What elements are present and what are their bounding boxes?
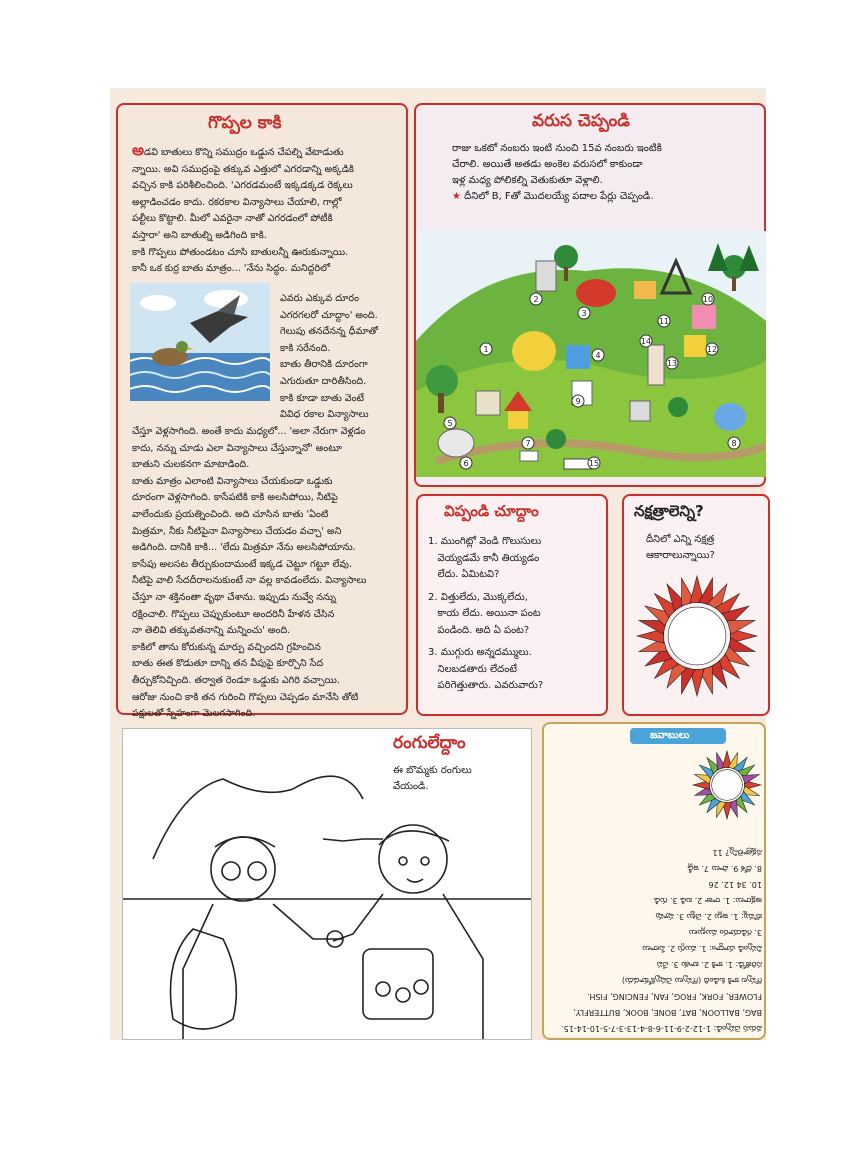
puzzle-line: రాజు ఒకటో నంబరు ఇంటి నుంచి 15వ నంబరు ఇంటికి	[452, 143, 662, 154]
story-line: మిత్రమా, నీకు నీటిపైనా విన్యాసాలు చేయడం వచ్చా' అని	[132, 525, 342, 537]
story-side-text	[280, 291, 406, 424]
answers-text-rotated	[550, 824, 762, 1036]
story-line: బాతుని చులకనగా మాటాడింది.	[132, 459, 250, 471]
story-line: చేస్తూ వెళ్లసాగింది. అంతే కాదు మధ్యలో... 'అలా నేరుగా వెళ్లడం	[132, 426, 366, 437]
stars-panel	[622, 494, 770, 716]
house-number-8: 8	[731, 439, 737, 448]
answers-title: జవాబులు	[650, 730, 690, 741]
story-line: వివిధ రకాల విన్యాసాలు	[280, 409, 369, 421]
house-number-10: 10	[702, 295, 714, 304]
story-line: దూరంగా వెళ్లసాగింది. కాసేపటికి కాకి అలసిపోయి, నీటిపై	[132, 492, 338, 504]
puzzle-line: ఇళ్ల మధ్య పోలికల్ని వెతుకుతూ వెళ్లాలి.	[452, 175, 603, 186]
house-number-11: 11	[658, 317, 670, 326]
puzzle-star-line: దీనిలో B, Fతో మొదలయ్యే పదాల పేర్లు చెప్పండి.	[464, 191, 654, 202]
answer-line: అక్షరాలు: 1. రాజు 2. బడి 3. గుడి	[654, 896, 762, 905]
star-center	[712, 770, 743, 801]
story-line: రక్షించాలి. గొప్పలు చెప్పుకుంటూ అందరినీ హేళన చేసిన	[132, 608, 335, 620]
house-number-14: 14	[640, 337, 652, 346]
story-line: కాకిలో తాను కోరుకున్న మార్పు వచ్చిందని గ్రహించిన	[132, 641, 321, 653]
answer-line: 10. 34 12. 26	[708, 880, 762, 889]
house-number-7: 7	[525, 439, 531, 448]
story-line: వచ్చిన కాకి పరిశీలించింది. 'ఎగరడమంటే ఇక్కడక్కడ రెక్కలు	[132, 180, 353, 192]
riddles-list	[428, 534, 606, 695]
coloring-panel	[122, 728, 532, 1040]
story-line: వస్తారా' అని బాతుల్ని అడిగింది కాకి.	[132, 229, 267, 241]
story-title: గొప్పల కాకి	[208, 113, 282, 133]
story-panel	[116, 103, 408, 720]
stars-question	[646, 532, 766, 564]
riddle-line: లేదు. ఏమిటవి?	[437, 569, 500, 580]
story-line: తీర్చుకోనిచ్చింది. తర్వాత రెండూ ఒడ్డుకు ఎగిరి వచ్చాయి.	[132, 674, 340, 686]
story-line: డవి బాతులు కొన్ని సముద్రం ఒడ్డున చేపల్ని వేటాడుతు	[144, 147, 344, 158]
riddle-item	[428, 590, 606, 640]
house-number-6: 6	[463, 459, 469, 468]
story-line: కాకి కూడా బాతు వెంటే	[280, 392, 364, 404]
house-number-13: 13	[666, 359, 678, 368]
story-line: కాసేపు అలసట తీర్చుకుందామంటే ఇక్కడ చెట్టూ గట్టూ లేవు.	[132, 558, 352, 570]
riddle-item	[428, 534, 606, 584]
house-number-1: 1	[483, 345, 489, 354]
story-line: ఎవరు ఎక్కువ దూరం	[280, 293, 359, 304]
story-line: ఎగురుతూ దారితీసింది.	[280, 375, 367, 387]
story-line: ఆరోజు నుంచి కాకి తన గురించి గొప్పలు చెప్పడం మానేసి తోటి	[132, 691, 359, 703]
magazine-page	[110, 88, 766, 1040]
story-line: న్నాయి. అవి సముద్రంపై తక్కువ ఎత్తులో ఎగరడాన్ని అక్కడికి	[132, 163, 354, 175]
story-line: అల్లాడించడం కాదు. రకరకాల విన్యాసాలు చేయాలి, గాల్లో	[132, 196, 342, 208]
riddle-line: నిలబడతారు లేదంటే	[437, 663, 517, 675]
answer-star-figure	[690, 748, 764, 822]
house-number-9: 9	[575, 397, 581, 406]
riddle-number: 1.	[428, 536, 438, 547]
puzzle-instructions	[452, 141, 762, 205]
coloring-title: రంగులేద్దాం	[393, 733, 466, 753]
story-line: కాకి సరేనంది.	[280, 342, 331, 354]
puzzle-title: వరుస చెప్పండి	[532, 111, 630, 131]
story-line: నీటిపై వాలి సేదదీరాలనుకుంటే నా వల్ల కావడంలేదు. విన్యాసాలు	[132, 575, 367, 587]
sequence-puzzle-panel	[414, 103, 766, 487]
riddle-line: పరిగెత్తుతారు. ఎవరువారు?	[437, 680, 544, 691]
story-paragraph-1	[132, 142, 404, 278]
story-paragraph-2	[132, 424, 406, 723]
riddle-number: 3.	[428, 647, 438, 658]
riddle-line: వెయ్యడమే కానీ తియ్యడం	[437, 552, 540, 564]
house-number-2: 2	[533, 295, 539, 304]
village-hill-illustration	[416, 231, 766, 477]
stars-line: ఆకారాలున్నాయి?	[646, 550, 715, 561]
riddle-line: పండింది. అది ఏ పంట?	[437, 624, 530, 636]
riddle-line: ముంగిట్లో వెండి గొలుసులు	[440, 536, 542, 547]
coloring-line: ఈ బొమ్మకు రంగులు	[393, 765, 472, 776]
story-line: వాలేందుకు ప్రయత్నించింది. అది చూసిన బాతు 'ఏంటి	[132, 508, 329, 520]
answer-line: బొమ్మ: 1. ఇల్లు 2. చెట్టు 3. పూవు	[655, 912, 762, 921]
story-line: గెలుపు తనదేనన్న ధీమాతో	[280, 326, 379, 338]
coloring-line: వేయండి.	[393, 781, 429, 792]
house-number-4: 4	[595, 351, 601, 360]
star-pattern-figure	[632, 574, 762, 704]
crow-duck-illustration	[130, 283, 270, 401]
answer-line: సరిజోడి: 1. కాకి 2. బాతు 3. చేప	[656, 960, 762, 969]
story-line: బాతు తీరానికి దూరంగా	[280, 359, 368, 371]
riddle-line: ముగ్గురు అన్నదమ్ములు.	[440, 647, 532, 658]
riddle-line: విత్తులేదు, మొక్కలేదు,	[440, 591, 528, 603]
story-line: అడిగింది. దానికి కాకి... 'లేదు మిత్రమా నేను అలసిపోయాను.	[132, 542, 356, 554]
house-number-15: 15	[588, 459, 600, 468]
house-number-12: 12	[706, 345, 718, 354]
story-line: కాకి గొప్పలు పోతుండటం చూసి బాతులన్నీ ఊరుకున్నాయి.	[132, 246, 349, 258]
story-line: పక్షులతో స్నేహంగా మెలగసాగింది.	[132, 708, 256, 720]
story-line: నా తెలివి తక్కువతనాన్ని మన్నించు' అంది.	[132, 625, 291, 637]
answers-panel	[542, 722, 766, 1040]
riddles-title: విప్పండి చూద్దాం	[444, 502, 539, 520]
answer-line: FLOWER, FORK, FROG, FAN, FENCING, FISH.	[587, 992, 762, 1001]
house-number-5: 5	[447, 419, 453, 428]
story-line: చేస్తూ నా శక్తినంతా వృథా చేశాను. ఇప్పుడు నువ్వే నన్ను	[132, 591, 336, 603]
riddle-number: 2.	[428, 591, 438, 603]
riddle-item	[428, 645, 606, 695]
stars-line: దీనిలో ఎన్ని నక్షత్ర	[646, 534, 715, 545]
story-line: బాతు మాత్రం ఎలాంటి విన్యాసాలు చేయకుండా ఒడ్డుకు	[132, 475, 333, 487]
answer-line: గొప్పల కాకి ఓడింది (గొప్పలు చెప్పుకోకూడదు)	[621, 976, 762, 985]
story-line: ఎగరగలరో చూద్దాం' అంది.	[280, 309, 378, 321]
riddle-line: కాయ లేదు. అయినా పంట	[437, 608, 541, 619]
story-line: బాతు ఈత కొడుతూ దాన్ని తన వీపుపై కూర్చొని సేద	[132, 658, 324, 670]
answer-line: విప్పండి చూద్దాం: 1. ముగ్గు 2. పేలాలు	[642, 944, 762, 953]
drop-cap: అ	[132, 141, 145, 159]
star-center	[668, 607, 726, 665]
two-boys-line-drawing	[123, 729, 532, 1040]
story-line: కానీ ఒక కుర్ర బాతు మాత్రం... 'నేను సిద్ధం. మనిద్దరిలో	[132, 263, 330, 275]
answer-line: నక్షత్రాలెన్ని? 11	[712, 848, 762, 857]
star-bullet-icon: ★	[452, 191, 461, 202]
answer-line: BAG, BALLOON, BAT, BONE, BOOK, BUTTERFLY,	[573, 1008, 762, 1017]
house-number-3: 3	[581, 309, 587, 318]
story-line: పల్టీలు కొట్టాలి. మీలో ఎవరైనా నాతో ఎగరడంలో పోటీకి	[132, 213, 333, 225]
answer-line: 3. గడియారం ముల్లులు	[688, 928, 762, 937]
riddles-panel	[416, 494, 608, 716]
answer-line: 8. దోశ 9. పాలు 7. ఇడ్లీ	[687, 864, 762, 873]
puzzle-line: చేరాలి. అయితే అతడు అంకెల వరుసలో కాకుండా	[452, 159, 643, 170]
story-line: కాదు, నన్ను చూడు ఎలా విన్యాసాలు చేస్తున్నానో' అంటూ	[132, 442, 343, 454]
stars-title: నక్షత్రాలెన్ని?	[634, 502, 704, 520]
answer-line: వరుస చెప్పండి: 1-12-2-9-11-6-8-4-13-3-7-5-10-14-15.	[561, 1024, 762, 1033]
